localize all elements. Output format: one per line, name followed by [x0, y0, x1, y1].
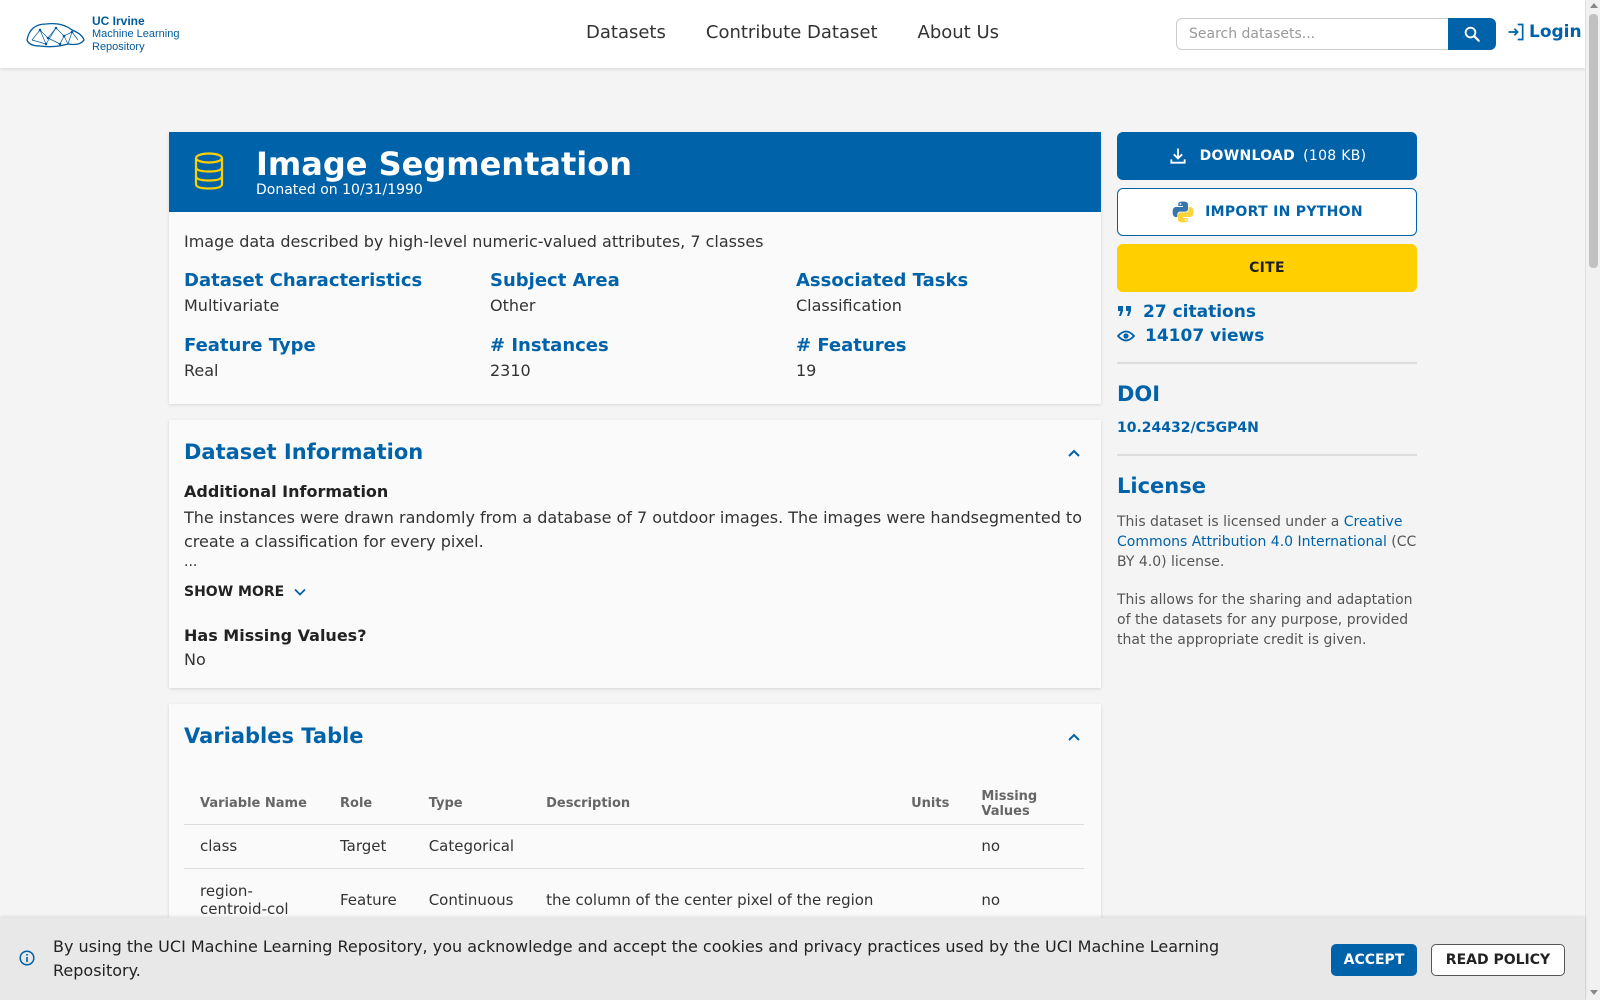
license-note: This allows for the sharing and adaptation of the datasets for any purpose, provided that the appropriate credit is given.: [1117, 592, 1413, 648]
license-post: (CC BY 4.0) license.: [1117, 534, 1417, 570]
missing-values-value: No: [184, 650, 206, 669]
cell-type: Categorical: [413, 824, 530, 868]
accept-button[interactable]: ACCEPT: [1331, 944, 1417, 976]
search-button[interactable]: [1448, 18, 1496, 50]
database-icon: [193, 152, 225, 190]
variables-table-title[interactable]: Variables Table: [184, 724, 364, 748]
char-label: # Features: [796, 335, 907, 356]
import-in-python-button[interactable]: [1117, 188, 1417, 236]
char-label: Dataset Characteristics: [184, 270, 423, 291]
nav-datasets[interactable]: Datasets: [586, 22, 666, 43]
logo-line-2: Machine Learning: [92, 27, 180, 40]
char-value: 2310: [490, 361, 531, 380]
doi-heading: DOI: [1117, 382, 1161, 406]
page-scrollbar[interactable]: [1585, 0, 1600, 1000]
cell-description: [530, 824, 895, 868]
char-item: [796, 335, 1084, 380]
citations-link[interactable]: [1117, 302, 1256, 322]
col-units[interactable]: Units: [895, 784, 965, 824]
char-label: Subject Area: [490, 270, 620, 291]
cookie-text: By using the UCI Machine Learning Repository, you acknowledge and accept the cookies and privacy practices used by the UCI Machine Learning Repository.: [53, 937, 1220, 980]
col-role[interactable]: Role: [324, 784, 413, 824]
chevron-up-icon[interactable]: [1067, 732, 1081, 742]
cell-missing-values: no: [965, 824, 1084, 868]
python-logo-icon: [1171, 200, 1195, 224]
cell-type: Continuous: [413, 868, 530, 932]
col-description[interactable]: Description: [530, 784, 895, 824]
dataset-header-band: [169, 132, 1101, 212]
views-count: 14107 views: [1145, 326, 1265, 346]
download-button[interactable]: [1117, 132, 1417, 180]
cell-missing-values: no: [965, 868, 1084, 932]
variables-table: [184, 784, 1084, 933]
cell-units: [895, 824, 965, 868]
dataset-abstract: Image data described by high-level numeric-valued attributes, 7 classes: [184, 232, 764, 251]
license-text: [1117, 512, 1417, 572]
login-icon: [1506, 22, 1526, 42]
show-more-label: SHOW MORE: [184, 584, 285, 600]
char-item: [184, 335, 490, 380]
download-icon: [1168, 146, 1188, 166]
show-more-button[interactable]: [184, 584, 306, 600]
char-value: 19: [796, 361, 817, 380]
scroll-down-arrow-icon[interactable]: [1590, 990, 1598, 995]
uci-logo[interactable]: [24, 12, 184, 56]
cell-variable-name: region-centroid-col: [184, 868, 324, 932]
search-icon: [1463, 25, 1481, 43]
char-label: # Instances: [490, 335, 609, 356]
license-heading: License: [1117, 474, 1206, 498]
donated-date: Donated on 10/31/1990: [256, 182, 423, 198]
doi-link[interactable]: 10.24432/C5GP4N: [1117, 420, 1259, 436]
char-value: Multivariate: [184, 296, 280, 315]
scroll-up-arrow-icon[interactable]: [1590, 3, 1598, 8]
dataset-title: Image Segmentation: [256, 145, 632, 183]
additional-info-text: The instances were drawn randomly from a database of 7 outdoor images. The images were handsegmented to create a classification for every pixel.: [184, 508, 1082, 551]
nav-contribute-dataset[interactable]: Contribute Dataset: [705, 22, 878, 43]
char-item: [490, 270, 796, 315]
char-item: [184, 270, 490, 315]
col-type[interactable]: Type: [413, 784, 530, 824]
chevron-up-icon[interactable]: [1067, 448, 1081, 458]
read-policy-button[interactable]: READ POLICY: [1431, 944, 1565, 976]
cell-role: Feature: [324, 868, 413, 932]
main-nav: [586, 22, 999, 43]
char-value: Other: [490, 296, 536, 315]
sidebar-divider: [1117, 454, 1417, 456]
dataset-overview-card: [169, 132, 1101, 404]
truncation-ellipsis: ...: [184, 554, 198, 570]
dataset-information-card: [169, 420, 1101, 688]
license-pre: This dataset is licensed under a: [1117, 514, 1344, 530]
login-link[interactable]: [1506, 22, 1582, 42]
top-navbar: [0, 0, 1585, 68]
citations-count: 27 citations: [1143, 302, 1256, 322]
quote-icon: [1117, 305, 1133, 319]
logo-text: [92, 15, 179, 54]
cell-description: the column of the center pixel of the region: [530, 868, 895, 932]
char-value: Real: [184, 361, 219, 380]
cite-label: CITE: [1249, 260, 1285, 276]
chevron-down-icon: [294, 588, 306, 596]
cite-button[interactable]: [1117, 244, 1417, 292]
dataset-characteristics: [184, 270, 1084, 380]
eye-icon: [1117, 329, 1135, 343]
table-row: [184, 824, 1084, 868]
license-link[interactable]: Creative Commons Attribution 4.0 International: [1117, 514, 1403, 550]
additional-info-heading: Additional Information: [184, 482, 389, 501]
views-stat: [1117, 326, 1264, 346]
cookie-banner: [0, 918, 1585, 1000]
char-label: Associated Tasks: [796, 270, 969, 291]
login-label: Login: [1529, 22, 1582, 42]
logo-line-3: Repository: [92, 40, 145, 53]
col-missing-values[interactable]: Missing Values: [965, 784, 1084, 824]
scroll-thumb[interactable]: [1589, 14, 1598, 268]
missing-values-heading: Has Missing Values?: [184, 626, 367, 645]
logo-line-1: UC Irvine: [92, 13, 145, 28]
char-item: [490, 335, 796, 380]
char-label: Feature Type: [184, 335, 316, 356]
download-label: DOWNLOAD: [1199, 148, 1296, 164]
nav-about-us[interactable]: About Us: [917, 22, 999, 43]
sidebar-divider: [1117, 362, 1417, 364]
dataset-information-title[interactable]: Dataset Information: [184, 440, 424, 464]
cell-variable-name: class: [184, 824, 324, 868]
char-value: Classification: [796, 296, 902, 315]
cell-role: Target: [324, 824, 413, 868]
search-bar: [1176, 18, 1496, 50]
network-logo-icon: [24, 18, 86, 50]
download-size: (108 KB): [1303, 148, 1367, 164]
info-icon: [19, 950, 35, 966]
search-input[interactable]: [1176, 18, 1448, 50]
col-variable-name[interactable]: Variable Name: [184, 784, 324, 824]
char-item: [796, 270, 1084, 315]
import-in-python-label: IMPORT IN PYTHON: [1205, 204, 1363, 220]
table-header-row: [184, 784, 1084, 824]
